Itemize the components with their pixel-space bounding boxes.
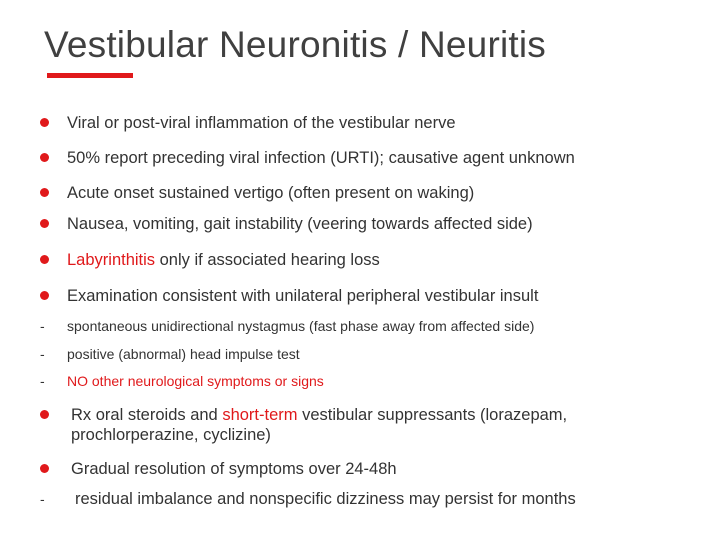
bullet-dot-icon [40,464,49,473]
sub-item-text: positive (abnormal) head impulse test [67,346,300,362]
sub-item-text: NO other neurological symptoms or signs [67,373,324,389]
bullet-text [71,405,671,445]
bullet-text [67,250,380,270]
dash-marker: - [40,318,45,334]
labyrinthitis-highlight: Labyrinthitis [67,251,156,269]
slide-title: Vestibular Neuronitis / Neuritis [44,24,546,65]
bullet-text-rest: only if associated hearing loss [155,251,380,269]
bullet-dot-icon [40,410,49,419]
treatment-text-end: vestibular suppressants (lorazepam, prochlorperazine, cyclizine) [71,406,568,444]
bullet-dot-icon [40,255,49,264]
sub-item-text: spontaneous unidirectional nystagmus (fast phase away from affected side) [67,318,535,334]
bullet-text: Examination consistent with unilateral peripheral vestibular insult [67,287,539,305]
dash-marker: - [40,346,45,362]
bullet-text: Acute onset sustained vertigo (often present on waking) [67,184,475,202]
dash-marker: - [40,373,45,389]
bullet-text: 50% report preceding viral infection (URTI); causative agent unknown [67,149,575,167]
bullet-dot-icon [40,188,49,197]
bullet-dot-icon [40,291,49,300]
bullet-text: Nausea, vomiting, gait instability (veering towards affected side) [67,215,533,233]
bullet-dot-icon [40,118,49,127]
bullet-dot-icon [40,219,49,228]
treatment-text-start: Rx oral steroids and [71,406,223,424]
bullet-text: Gradual resolution of symptoms over 24-48h [71,460,397,478]
bullet-dot-icon [40,153,49,162]
short-term-highlight: short-term [222,406,298,424]
bullet-text: Viral or post-viral inflammation of the vestibular nerve [67,114,456,132]
sub-item-text: residual imbalance and nonspecific dizziness may persist for months [75,490,576,508]
title-underline [47,73,133,78]
dash-marker: - [40,491,45,507]
